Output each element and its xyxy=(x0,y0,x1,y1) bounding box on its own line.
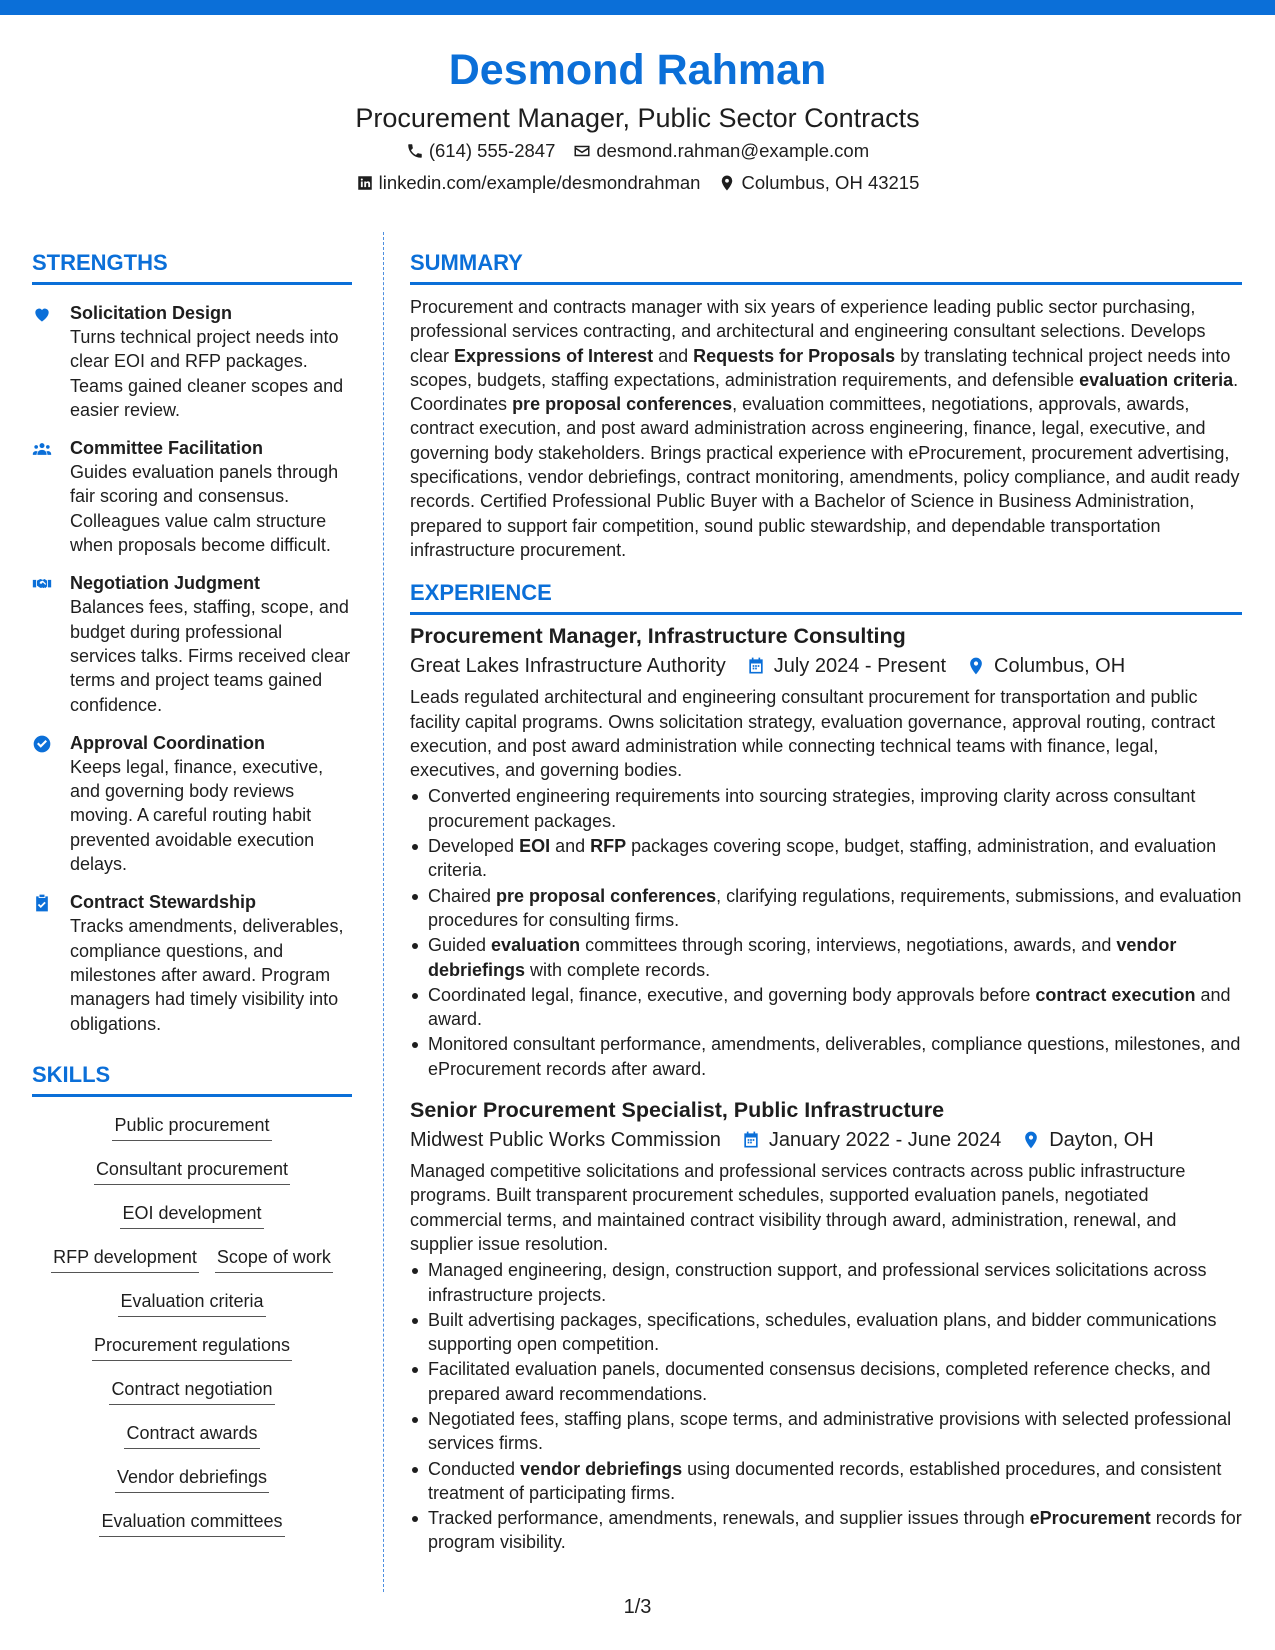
text-segment: Developed xyxy=(428,836,520,857)
text-segment: , evaluation committees, negotiations, approvals, awards, contract execution, and post award administration across engineering, finance, legal, executive, and governing body stakeholders. Brings practical experience with eProcurement, procurement advertising, specifications, vendor debriefings, contract monitoring, amendments, policy compliance, and audit ready records. Certified Professional Public Buyer with a Bachelor of Science in Business Administration, prepared to support fair competition, sound public stewardship, and dependable transportation infrastructure procurement. xyxy=(410,394,1240,560)
emphasis-text: pre proposal conferences xyxy=(512,394,733,415)
skill-tag: Evaluation criteria xyxy=(118,1289,265,1317)
skill-wrap xyxy=(36,1465,348,1493)
users-icon xyxy=(32,439,52,459)
envelope-icon xyxy=(573,142,591,160)
job-dates: July 2024 - Present xyxy=(773,655,947,678)
skill-tag: Public procurement xyxy=(112,1113,271,1141)
map-pin-icon xyxy=(718,174,736,192)
text-segment: Tracked performance, amendments, renewals, and supplier issues through xyxy=(428,1508,1030,1529)
skill-tag: Evaluation committees xyxy=(99,1509,284,1537)
contact-row-secondary xyxy=(0,168,1275,198)
skill-tag: Procurement regulations xyxy=(92,1333,292,1361)
job-bullet xyxy=(410,1357,1242,1406)
strength-icon-wrap xyxy=(32,436,70,557)
skill-tag: EOI development xyxy=(120,1201,263,1229)
resume-header xyxy=(0,40,1275,198)
job-location: Dayton, OH xyxy=(1049,1129,1154,1152)
job-dates: January 2022 - June 2024 xyxy=(768,1129,1002,1152)
job-bullet xyxy=(410,834,1242,883)
top-accent-bar xyxy=(0,0,1275,15)
job-meta xyxy=(410,1125,1242,1155)
left-column xyxy=(32,246,352,1537)
text-segment: Facilitated evaluation panels, documented consensus decisions, completed reference checks, and prepared award recommendations. xyxy=(428,1359,1211,1404)
summary-heading: SUMMARY xyxy=(410,246,1242,285)
phone-icon xyxy=(406,142,424,160)
text-segment: Guided xyxy=(428,935,492,956)
skill-wrap xyxy=(36,1289,348,1317)
skill-tag: Scope of work xyxy=(215,1245,333,1273)
contact-row-primary xyxy=(0,136,1275,166)
strength-title: Negotiation Judgment xyxy=(70,573,260,594)
strength-description: Turns technical project needs into clear EOI and RFP packages. Teams gained cleaner scopes and easier review. xyxy=(70,327,344,420)
calendar-icon xyxy=(746,656,766,676)
phone-contact[interactable] xyxy=(406,136,556,166)
job-bullet xyxy=(410,983,1242,1032)
text-segment: Conducted xyxy=(428,1458,521,1479)
email-text: desmond.rahman@example.com xyxy=(596,140,870,161)
strength-icon-wrap xyxy=(32,890,70,1035)
strengths-list xyxy=(32,301,352,1036)
text-segment: and xyxy=(550,836,591,857)
email-contact[interactable] xyxy=(573,136,869,166)
job-bullet xyxy=(410,1258,1242,1307)
location-text: Columbus, OH 43215 xyxy=(741,172,920,193)
job-title: Procurement Manager, Infrastructure Consulting xyxy=(410,624,906,649)
skills-list xyxy=(32,1113,352,1537)
map-pin-icon xyxy=(966,656,986,676)
strength-item xyxy=(32,436,352,557)
skill-tag: RFP development xyxy=(51,1245,199,1273)
text-segment: Monitored consultant performance, amendments, deliverables, compliance questions, milestones, and eProcurement records after award. xyxy=(428,1034,1241,1079)
job-employer: Great Lakes Infrastructure Authority xyxy=(410,655,726,678)
strength-icon-wrap xyxy=(32,731,70,876)
text-segment: by translating technical project needs into scopes, budgets, staffing expectations, administration requirements, and defensible xyxy=(410,345,1231,390)
strength-item xyxy=(32,301,352,422)
right-column xyxy=(410,246,1242,1555)
strength-body xyxy=(70,890,352,1035)
strength-body xyxy=(70,571,352,716)
text-segment: Coordinated legal, finance, executive, and governing body approvals before xyxy=(428,984,1036,1005)
strength-body xyxy=(70,436,352,557)
page-number: 1/3 xyxy=(623,1596,652,1618)
skill-tag: Contract negotiation xyxy=(109,1377,274,1405)
calendar-icon xyxy=(741,1130,761,1150)
linkedin-contact[interactable] xyxy=(356,168,701,198)
strength-description: Tracks amendments, deliverables, compliance questions, and milestones after award. Program managers had timely visibility into obligations. xyxy=(70,916,344,1034)
skill-wrap xyxy=(36,1201,348,1229)
emphasis-text: vendor debriefings xyxy=(520,1458,683,1479)
job-description: Leads regulated architectural and engineering consultant procurement for transportation and public facility capital programs. Owns solicitation strategy, evaluation governance, approval routing, contract execution, and post award administration while connecting technical teams with finance, legal, executives, and governing bodies. xyxy=(410,687,1216,781)
clipboard-check-icon xyxy=(32,893,52,913)
text-segment: and xyxy=(653,345,694,366)
strength-description: Balances fees, staffing, scope, and budget during professional services talks. Firms received clear terms and project teams gained confidence. xyxy=(70,597,351,715)
skill-wrap xyxy=(36,1333,348,1361)
job-entry xyxy=(410,1095,1242,1555)
heart-icon xyxy=(32,304,52,324)
handshake-icon xyxy=(32,574,52,594)
skill-wrap xyxy=(51,1245,199,1273)
emphasis-text: Expressions of Interest xyxy=(454,345,654,366)
skills-heading: SKILLS xyxy=(32,1058,352,1097)
linkedin-text: linkedin.com/example/desmondrahman xyxy=(378,172,701,193)
job-bullets xyxy=(410,784,1242,1081)
job-location: Columbus, OH xyxy=(994,655,1126,678)
text-segment: packages covering scope, budget, staffing, administration, and evaluation criteria. xyxy=(428,836,1217,881)
job-description: Managed competitive solicitations and professional services contracts across public infrastructure programs. Built transparent procurement schedules, supported evaluation panels, negotiated commercial terms, and maintained contract visibility through award, administration, renewal, and supplier issue resolution. xyxy=(410,1161,1186,1254)
job-bullet xyxy=(410,1032,1242,1081)
job-bullets xyxy=(410,1258,1242,1555)
text-segment: and award. xyxy=(428,984,1231,1030)
skill-wrap xyxy=(36,1113,348,1141)
text-segment: Chaired xyxy=(428,885,497,906)
text-segment: records for program visibility. xyxy=(428,1508,1242,1553)
job-bullet xyxy=(410,1506,1242,1555)
strength-title: Approval Coordination xyxy=(70,732,265,753)
text-segment: . Coordinates xyxy=(410,369,1239,415)
strength-title: Committee Facilitation xyxy=(70,438,264,459)
skill-wrap xyxy=(36,1421,348,1449)
text-segment: Built advertising packages, specifications, schedules, evaluation plans, and bidder communications supporting open competition. xyxy=(428,1309,1217,1355)
skill-tag: Consultant procurement xyxy=(94,1157,290,1185)
text-segment: using documented records, established procedures, and consistent treatment of participating firms. xyxy=(428,1458,1222,1503)
strengths-heading: STRENGTHS xyxy=(32,246,352,285)
strength-body xyxy=(70,731,352,876)
strength-title: Solicitation Design xyxy=(70,303,233,323)
job-employer: Midwest Public Works Commission xyxy=(410,1129,721,1152)
skill-wrap xyxy=(36,1509,348,1537)
text-segment: with complete records. xyxy=(525,959,711,980)
job-bullet xyxy=(410,1407,1242,1456)
text-segment: , clarifying regulations, requirements, submissions, and evaluation procedures for consulting firms. xyxy=(428,885,1242,930)
job-meta xyxy=(410,651,1242,681)
job-bullet xyxy=(410,933,1242,982)
summary-text xyxy=(410,295,1242,562)
emphasis-text: contract execution xyxy=(1035,984,1196,1005)
column-divider xyxy=(383,232,384,1592)
jobs-list xyxy=(410,621,1242,1555)
strength-title: Contract Stewardship xyxy=(70,892,257,913)
emphasis-text: Requests for Proposals xyxy=(693,345,896,366)
job-bullet xyxy=(410,884,1242,933)
skill-wrap xyxy=(36,1377,348,1405)
text-segment: Negotiated fees, staffing plans, scope terms, and administrative provisions with selected professional services firms. xyxy=(428,1408,1232,1454)
emphasis-text: evaluation xyxy=(491,935,581,956)
emphasis-text: RFP xyxy=(590,836,627,857)
skill-tag: Contract awards xyxy=(124,1421,259,1449)
candidate-headline: Procurement Manager, Public Sector Contracts xyxy=(355,103,920,133)
job-title: Senior Procurement Specialist, Public Infrastructure xyxy=(410,1098,945,1123)
strength-item xyxy=(32,731,352,876)
strength-description: Keeps legal, finance, executive, and governing body reviews moving. A careful routing habit prevented avoidable execution delays. xyxy=(70,756,324,875)
linkedin-icon xyxy=(356,174,374,192)
phone-text: (614) 555-2847 xyxy=(428,140,556,161)
text-segment: Converted engineering requirements into sourcing strategies, improving clarity across consultant procurement packages. xyxy=(428,786,1196,831)
text-segment: Managed engineering, design, construction support, and professional services solicitations across infrastructure projects. xyxy=(428,1260,1207,1305)
job-bullet xyxy=(410,1308,1242,1357)
skill-wrap xyxy=(215,1245,333,1273)
candidate-name: Desmond Rahman xyxy=(448,46,827,94)
skill-wrap xyxy=(36,1157,348,1185)
emphasis-text: pre proposal conferences xyxy=(496,885,717,906)
strength-body xyxy=(70,301,352,422)
emphasis-text: EOI xyxy=(519,836,551,857)
strength-item xyxy=(32,571,352,716)
strength-item xyxy=(32,890,352,1035)
skill-tag: Vendor debriefings xyxy=(115,1465,269,1493)
experience-heading: EXPERIENCE xyxy=(410,576,1242,615)
location-contact xyxy=(718,168,919,198)
emphasis-text: evaluation criteria xyxy=(1079,369,1234,390)
map-pin-icon xyxy=(1021,1130,1041,1150)
job-bullet xyxy=(410,1457,1242,1506)
strength-icon-wrap xyxy=(32,571,70,716)
job-bullet xyxy=(410,784,1242,833)
text-segment: Procurement and contracts manager with six years of experience leading public sector purchasing, professional services contracting, and architectural and engineering consultant selections. Develops clear xyxy=(410,297,1206,366)
check-circle-icon xyxy=(32,734,52,754)
job-entry xyxy=(410,621,1242,1081)
text-segment: committees through scoring, interviews, negotiations, awards, and xyxy=(580,935,1117,956)
emphasis-text: vendor debriefings xyxy=(428,935,1177,980)
strength-icon-wrap xyxy=(32,301,70,422)
emphasis-text: eProcurement xyxy=(1029,1508,1151,1529)
strength-description: Guides evaluation panels through fair scoring and consensus. Colleagues value calm structure when proposals become difficult. xyxy=(70,462,339,556)
